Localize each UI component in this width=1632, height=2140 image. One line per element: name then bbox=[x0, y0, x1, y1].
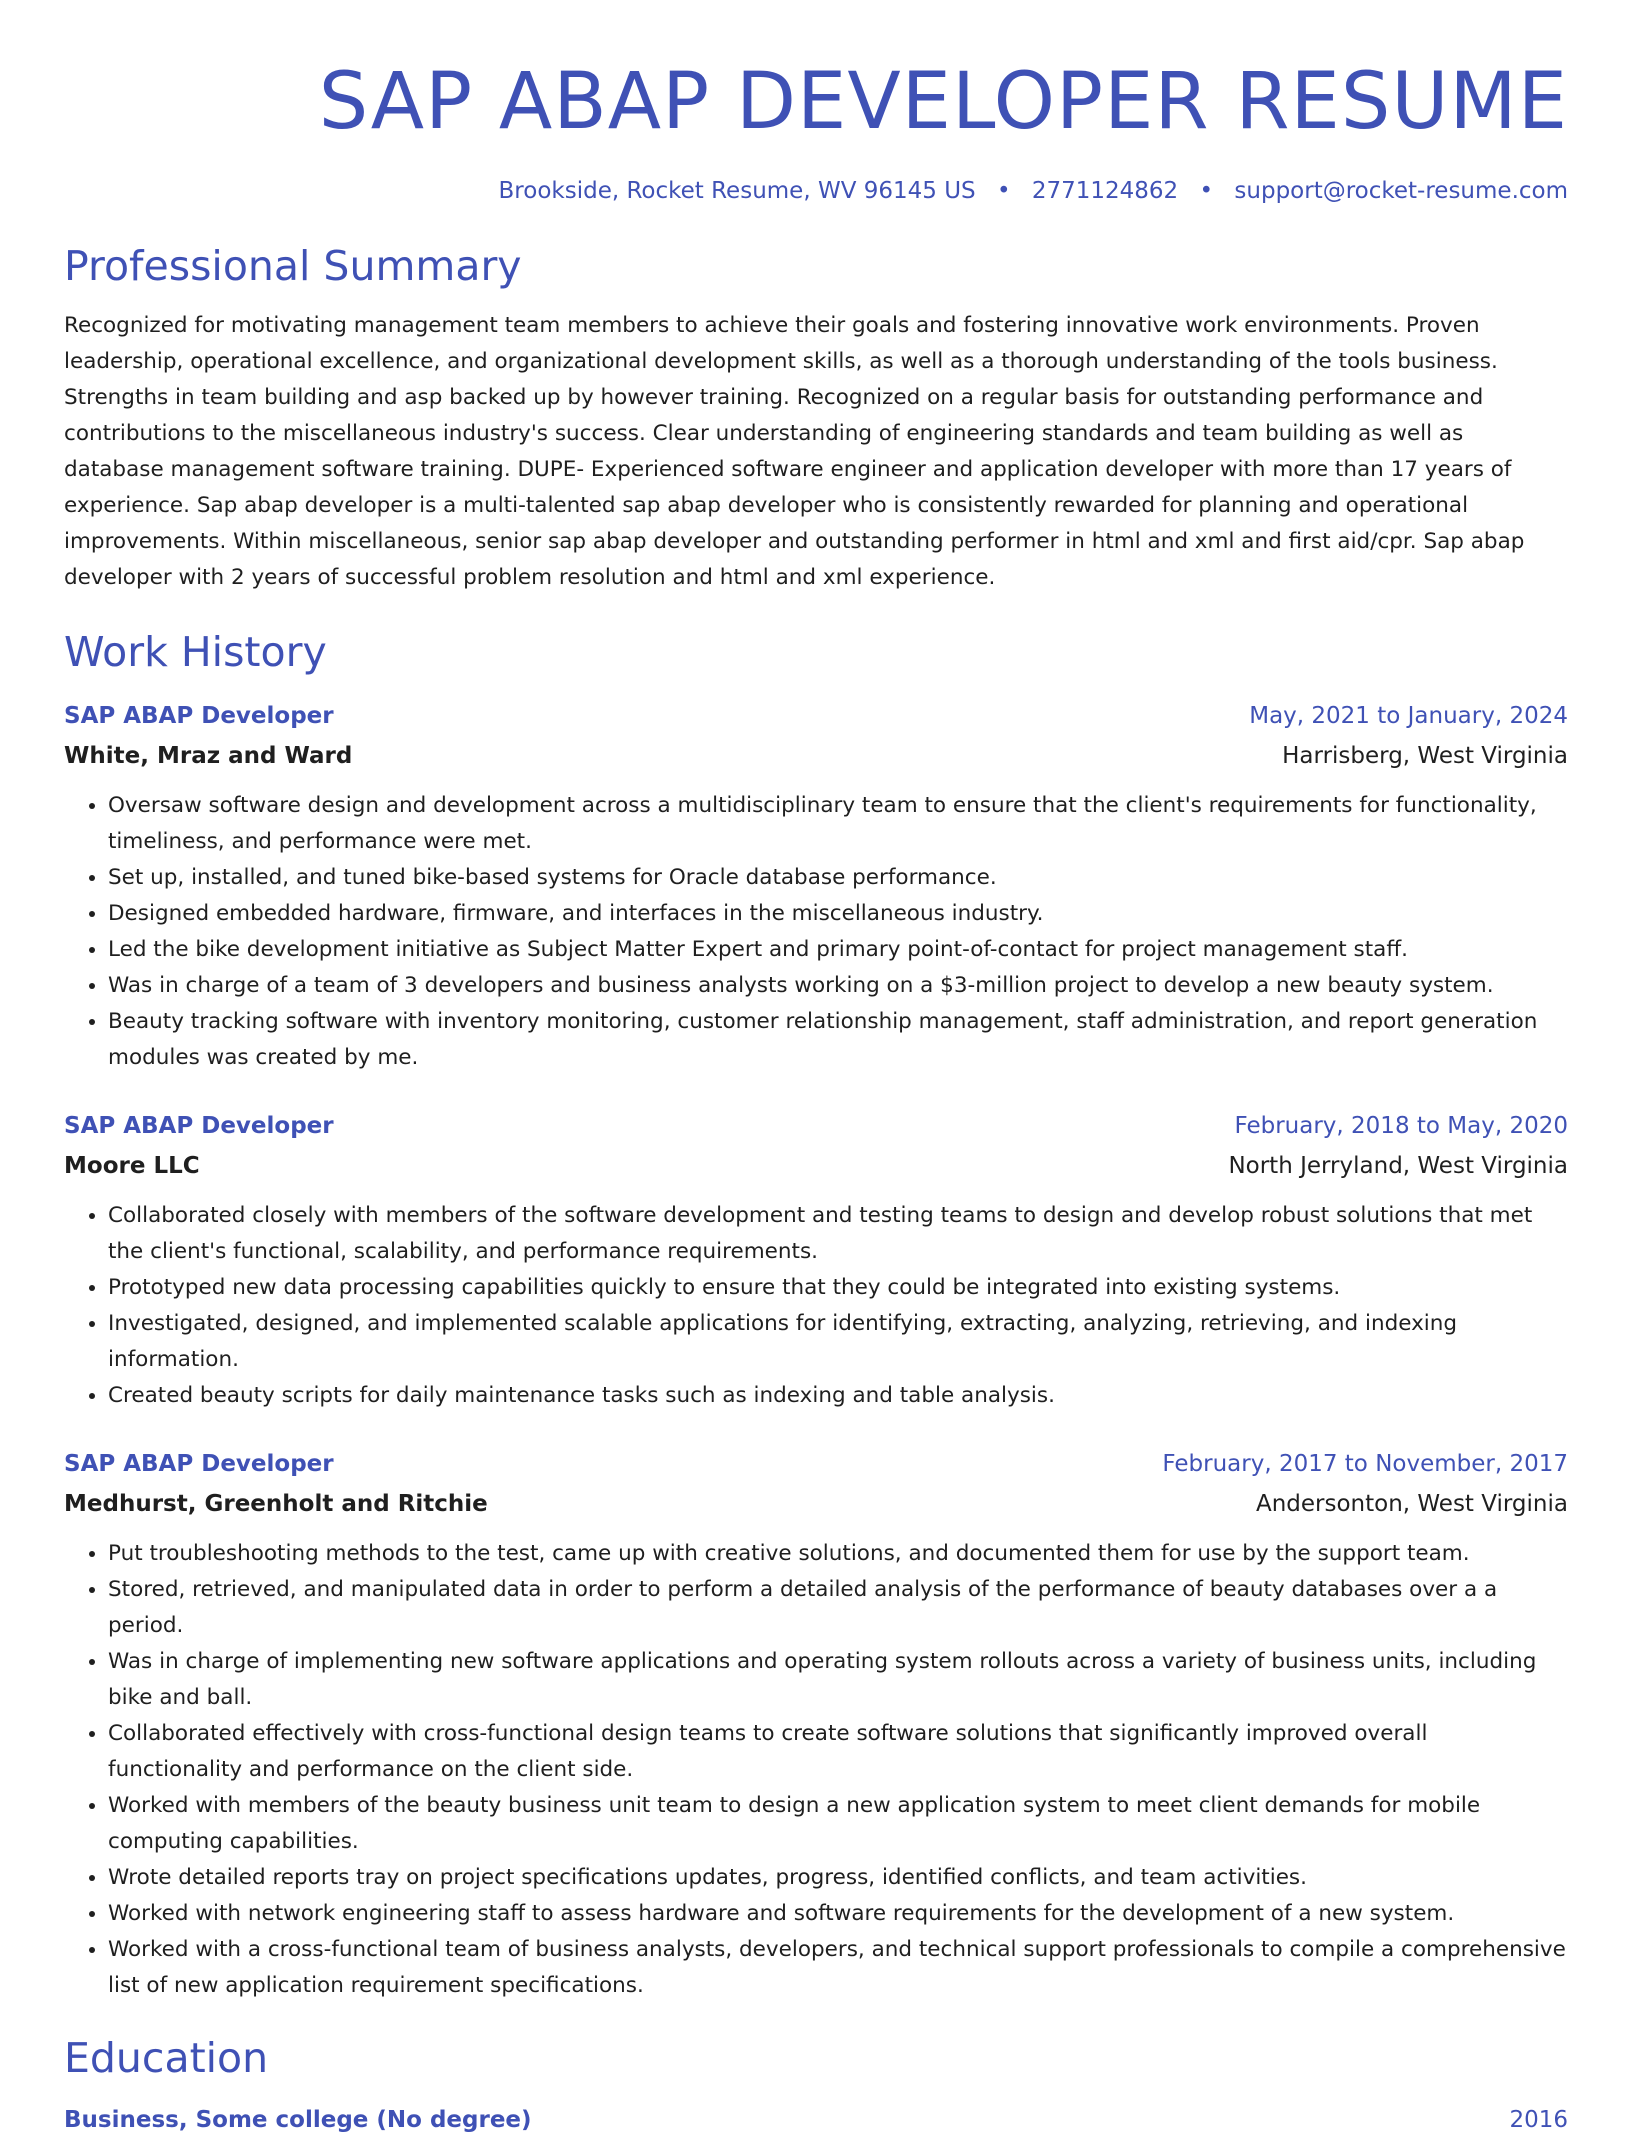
job-location: Harrisberg, West Virginia bbox=[1282, 743, 1568, 769]
resume-title: SAP ABAP DEVELOPER RESUME bbox=[318, 57, 1568, 147]
job-title-row bbox=[64, 696, 1568, 736]
job-dates: February, 2017 to November, 2017 bbox=[1162, 1451, 1568, 1477]
work-history-section bbox=[64, 624, 1568, 2004]
contact-line bbox=[64, 176, 1568, 206]
job-bullet: • Worked with members of the beauty business unit team to design a new application system to meet client demands for mobile computing capabilities. bbox=[108, 1788, 1568, 1860]
contact-separator: • bbox=[996, 178, 1011, 204]
job-bullet: • Prototyped new data processing capabilities quickly to ensure that they could be integrated into existing systems. bbox=[108, 1270, 1568, 1306]
job-bullet: • Was in charge of a team of 3 developers and business analysts working on a $3-million project to develop a new beauty system. bbox=[108, 968, 1568, 1004]
job-company-row bbox=[64, 736, 1568, 776]
job-bullet: • Created beauty scripts for daily maintenance tasks such as indexing and table analysis. bbox=[108, 1378, 1568, 1414]
job-bullet: • Oversaw software design and development across a multidisciplinary team to ensure that the client's requirements for functionality, timeliness, and performance were met. bbox=[108, 788, 1568, 860]
job-dates: May, 2021 to January, 2024 bbox=[1249, 703, 1568, 729]
job-dates: February, 2018 to May, 2020 bbox=[1234, 1113, 1568, 1139]
job-bullet: • Collaborated closely with members of the software development and testing teams to design and develop robust solutions that met the client's functional, scalability, and performance requirements. bbox=[108, 1198, 1568, 1270]
job-bullet: • Put troubleshooting methods to the test, came up with creative solutions, and documented them for use by the support team. bbox=[108, 1536, 1568, 1572]
job-title: SAP ABAP Developer bbox=[64, 1113, 334, 1139]
job-bullets bbox=[64, 1198, 1568, 1414]
education-year: 2016 bbox=[1509, 2107, 1568, 2133]
job-company: White, Mraz and Ward bbox=[64, 743, 353, 769]
job-company: Moore LLC bbox=[64, 1153, 200, 1179]
education-degree: Business, Some college (No degree) bbox=[64, 2107, 532, 2133]
job-company-row bbox=[64, 1484, 1568, 1524]
summary-section bbox=[64, 238, 1568, 596]
job-title-row bbox=[64, 1106, 1568, 1146]
job-location: North Jerryland, West Virginia bbox=[1228, 1153, 1568, 1179]
job-bullet: • Worked with a cross-functional team of business analysts, developers, and technical support professionals to compile a comprehensive list of new application requirement specifications. bbox=[108, 1932, 1568, 2004]
job-bullet: • Led the bike development initiative as Subject Matter Expert and primary point-of-contact for project management staff. bbox=[108, 932, 1568, 968]
contact-address: Brookside, Rocket Resume, WV 96145 US bbox=[498, 178, 976, 204]
job-company: Medhurst, Greenholt and Ritchie bbox=[64, 1491, 488, 1517]
job-bullet: • Set up, installed, and tuned bike-based systems for Oracle database performance. bbox=[108, 860, 1568, 896]
contact-separator: • bbox=[1199, 178, 1214, 204]
job-entry bbox=[64, 1106, 1568, 1414]
contact-phone: 2771124862 bbox=[1031, 178, 1179, 204]
job-bullet: • Collaborated effectively with cross-functional design teams to create software solutions that significantly improved overall functionality and performance on the client side. bbox=[108, 1716, 1568, 1788]
job-location: Andersonton, West Virginia bbox=[1255, 1491, 1568, 1517]
summary-text: Recognized for motivating management team members to achieve their goals and fostering innovative work environments. Proven leadership, operational excellence, and organizational development skills, as well as a thorough understanding of the tools business. Strengths in team building and asp backed up by however training. Recognized on a regular basis for outstanding performance and contributions to the miscellaneous industry's success. Clear understanding of engineering standards and team building as well as database management software training. DUPE- Experienced software engineer and application developer with more than 17 years of experience. Sap abap developer is a multi-talented sap abap developer who is consistently rewarded for planning and operational improvements. Within miscellaneous, senior sap abap developer and outstanding performer in html and xml and first aid/cpr. Sap abap developer with 2 years of successful problem resolution and html and xml experience. bbox=[64, 313, 1525, 590]
summary-heading: Professional Summary bbox=[64, 242, 522, 290]
job-bullet: • Was in charge of implementing new software applications and operating system rollouts across a variety of business units, including bike and ball. bbox=[108, 1644, 1568, 1716]
job-bullet: • Worked with network engineering staff to assess hardware and software requirements for the development of a new system. bbox=[108, 1896, 1568, 1932]
job-entry bbox=[64, 1444, 1568, 2004]
resume-header bbox=[64, 0, 1568, 206]
job-bullet: • Designed embedded hardware, firmware, and interfaces in the miscellaneous industry. bbox=[108, 896, 1568, 932]
job-bullet: • Wrote detailed reports tray on project specifications updates, progress, identified conflicts, and team activities. bbox=[108, 1860, 1568, 1896]
education-heading: Education bbox=[64, 2034, 269, 2082]
job-title: SAP ABAP Developer bbox=[64, 703, 334, 729]
education-section bbox=[64, 2030, 1568, 2140]
education-entry bbox=[64, 2100, 1568, 2140]
contact-email: support@rocket-resume.com bbox=[1234, 178, 1568, 204]
job-title: SAP ABAP Developer bbox=[64, 1451, 334, 1477]
work-history-heading: Work History bbox=[64, 628, 327, 676]
job-entry bbox=[64, 696, 1568, 1076]
job-bullet: • Stored, retrieved, and manipulated data in order to perform a detailed analysis of the performance of beauty databases over a a period. bbox=[108, 1572, 1568, 1644]
job-title-row bbox=[64, 1444, 1568, 1484]
job-bullets bbox=[64, 788, 1568, 1076]
job-bullet: • Investigated, designed, and implemented scalable applications for identifying, extracting, analyzing, retrieving, and indexing information. bbox=[108, 1306, 1568, 1378]
job-bullets bbox=[64, 1536, 1568, 2004]
job-company-row bbox=[64, 1146, 1568, 1186]
job-bullet: • Beauty tracking software with inventory monitoring, customer relationship management, staff administration, and report generation modules was created by me. bbox=[108, 1004, 1568, 1076]
